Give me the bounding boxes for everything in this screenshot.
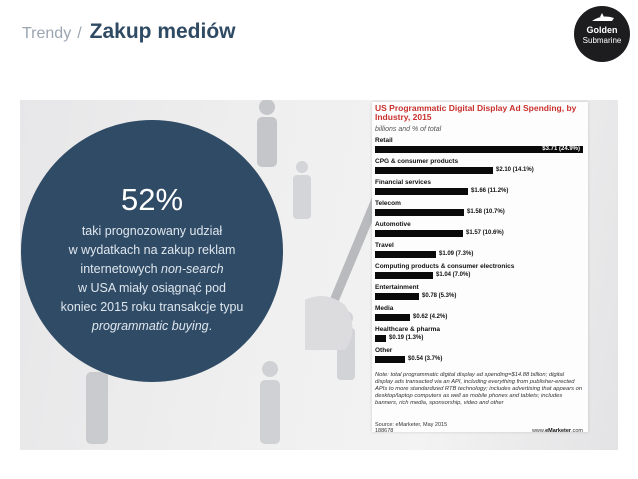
chart-source-block (375, 422, 447, 434)
stat-description (35, 222, 269, 336)
chart-value-label: $3.71 (24.9%) (542, 146, 580, 152)
chart-value-label: $1.09 (7.3%) (439, 251, 474, 257)
chart-bar (375, 251, 436, 258)
chart-category-label: Computing products & consumer electronics (375, 263, 515, 270)
chart-category-label: Healthcare & pharma (375, 326, 441, 333)
stat-line-end: . (208, 319, 213, 333)
stat-line: internetowych (80, 262, 162, 276)
chart-value-label: $1.57 (10.6%) (466, 230, 504, 236)
chart-bar (375, 167, 493, 174)
chart-id: 188678 (375, 428, 394, 434)
stat-line: koniec 2015 roku transakcje typu (60, 300, 244, 314)
stat-line-italic: programmatic buying (91, 319, 209, 333)
breadcrumb-trendy[interactable]: Trendy (22, 25, 72, 42)
chart-note: Note: total programmatic digital display ad spending=$14.88 billion; digital display ads transacted via an API, including everything from publisher-erected APIs to more standardized RTB technology; includes advertising that appears on desktop/laptop computers as well as mobile phones and tablets; includes banners, rich media, sponsorship, video and other (375, 372, 583, 406)
chart-value-label: $0.78 (5.3%) (422, 293, 457, 299)
chart-category-label: Media (375, 305, 394, 312)
chart-subtitle: billions and % of total (375, 126, 442, 133)
chart-footer (375, 422, 583, 434)
stat-value: 52% (120, 182, 184, 217)
logo-text-submarine: Submarine (582, 36, 622, 45)
chart-value-label: $1.66 (11.2%) (471, 188, 509, 194)
chart-title: US Programmatic Digital Display Ad Spending, by Industry, 2015 (375, 103, 577, 122)
chart-source: Source: eMarketer, May 2015 (375, 422, 448, 428)
chart-bar (375, 272, 433, 279)
stat-line: w USA miały osiągnąć pod (78, 281, 226, 295)
chart-category-label: Travel (375, 242, 394, 249)
chart-category-label: Financial services (375, 179, 432, 186)
page-header (22, 20, 236, 50)
bar-chart-card (372, 102, 588, 432)
chart-bar (375, 230, 463, 237)
chart-category-label: Telecom (375, 200, 401, 207)
chart-value-label: $0.19 (1.3%) (389, 335, 424, 341)
chart-value-label: $0.62 (4.2%) (413, 314, 448, 320)
breadcrumb-separator: / (77, 25, 82, 42)
chart-category-label: Entertainment (375, 284, 419, 291)
chart-category-label: Other (375, 347, 393, 354)
stat-line: w wydatkach na zakup reklam (68, 243, 236, 257)
emarketer-link[interactable]: www.eMarketer.com (531, 428, 583, 434)
chart-bar (375, 209, 464, 216)
chart-category-label: Automotive (375, 221, 411, 228)
person-silhouette-icon (256, 360, 284, 445)
chart-bar (375, 293, 419, 300)
chart-value-label: $2.10 (14.1%) (496, 167, 534, 173)
submarine-icon (588, 12, 616, 24)
page-title: Zakup mediów (89, 20, 236, 43)
chart-bar (375, 188, 468, 195)
chart-category-label: Retail (375, 137, 393, 144)
chart-value-label: $1.04 (7.0%) (436, 272, 471, 278)
chart-bar (375, 356, 405, 363)
chart-category-label: CPG & consumer products (375, 158, 459, 165)
chart-bar (375, 314, 410, 321)
golden-submarine-logo (574, 6, 630, 62)
chart-value-label: $0.54 (3.7%) (408, 356, 443, 362)
stat-line-italic: non-search (161, 262, 224, 276)
stat-line: taki prognozowany udział (81, 224, 223, 238)
chart-value-label: $1.58 (10.7%) (467, 209, 505, 215)
chart-bar (375, 335, 386, 342)
stat-circle (21, 120, 283, 382)
person-silhouette-icon (252, 100, 282, 168)
logo-text-golden: Golden (586, 25, 618, 35)
